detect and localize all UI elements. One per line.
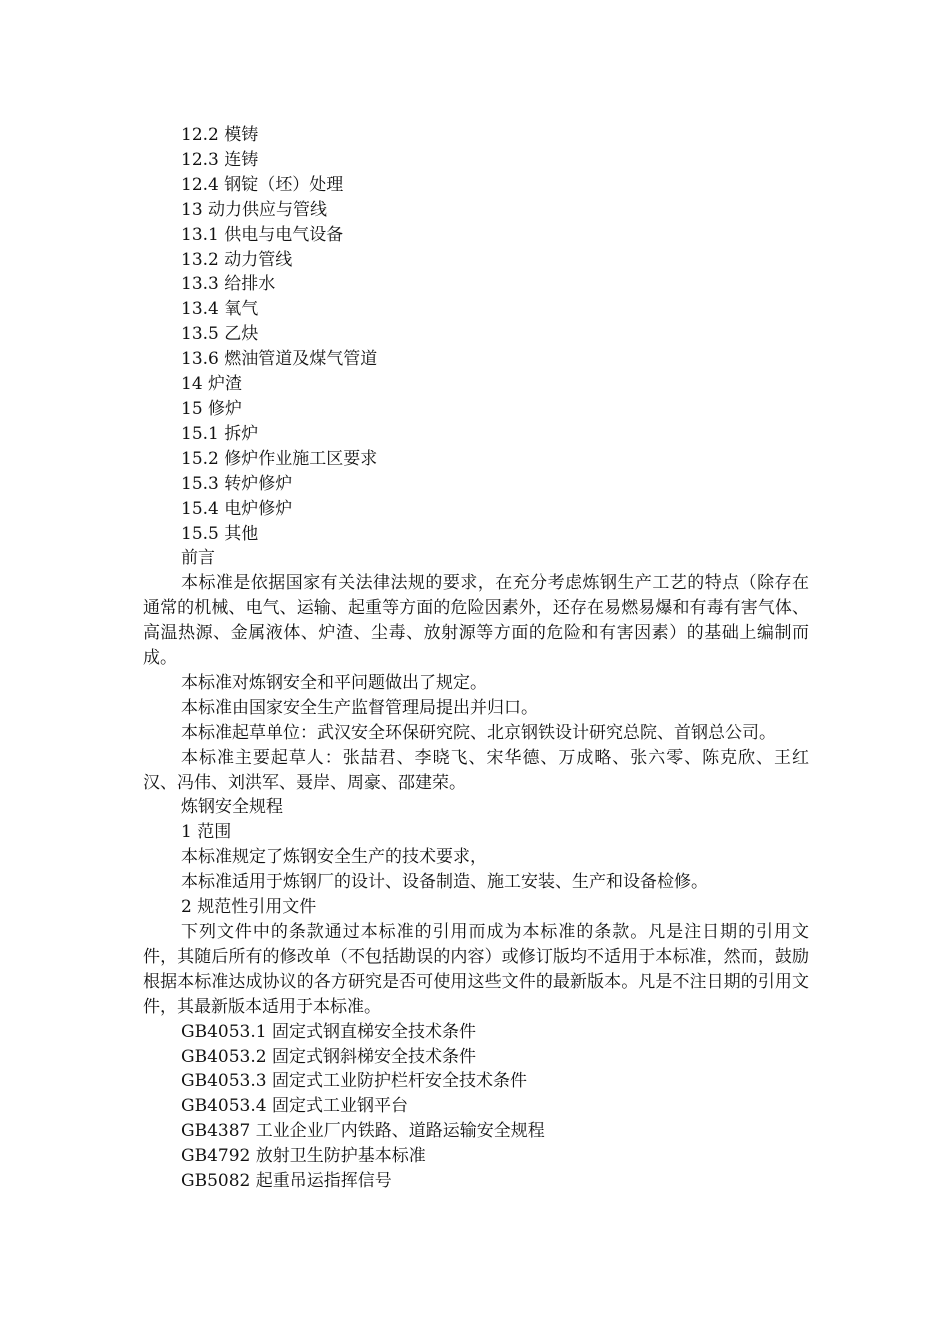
toc-item: 13.1 供电与电气设备	[181, 224, 344, 245]
toc-item: 12.2 模铸	[181, 125, 259, 145]
toc-item: 13.2 动力管线	[181, 249, 293, 270]
toc-item: 13.6 燃油管道及煤气管道	[181, 349, 378, 370]
reference-item: GB4053.4 固定式工业钢平台	[181, 1096, 408, 1117]
toc-item: 15.3 转炉修炉	[181, 473, 293, 494]
foreword-paragraph: 本标准对炼钢安全和平问题做出了规定。	[181, 672, 487, 693]
toc-item: 15.5 其他	[181, 523, 259, 544]
toc-item: 15.2 修炉作业施工区要求	[181, 448, 378, 469]
section-paragraph: 本标准规定了炼钢安全生产的技术要求，	[181, 847, 487, 868]
section-paragraph: 本标准适用于炼钢厂的设计、设备制造、施工安装、生产和设备检修。	[181, 872, 708, 893]
reference-item: GB5082 起重吊运指挥信号	[181, 1171, 392, 1192]
toc-item: 14 炉渣	[181, 374, 243, 395]
section-paragraph: 下列文件中的条款通过本标准的引用而成为本标准的条款。凡是注日期的引用文件，其随后所有的修改单（不包括勘误的内容）或修订版均不适用于本标准，然而，鼓励根据本标准达成协议的各方研究是否可使用这些文件的最新版本。凡是不注日期的引用文件，其最新版本适用于本标准。	[143, 922, 809, 1017]
toc-item: 13.4 氧气	[181, 299, 259, 320]
reference-item: GB4053.3 固定式工业防护栏杆安全技术条件	[181, 1071, 527, 1092]
foreword-paragraph: 本标准起草单位：武汉安全环保研究院、北京钢铁设计研究总院、首钢总公司。	[181, 722, 776, 743]
reference-item: GB4387 工业企业厂内铁路、道路运输安全规程	[181, 1121, 545, 1142]
reference-item: GB4792 放射卫生防护基本标准	[181, 1146, 426, 1167]
foreword-heading: 前言	[181, 548, 215, 569]
foreword-paragraph: 本标准由国家安全生产监督管理局提出并归口。	[181, 697, 538, 718]
toc-item: 15 修炉	[181, 398, 243, 419]
toc-item: 12.4 钢锭（坯）处理	[181, 174, 344, 195]
toc-item: 12.3 连铸	[181, 149, 259, 170]
toc-item: 13 动力供应与管线	[181, 199, 328, 220]
toc-item: 13.3 给排水	[181, 274, 276, 295]
section-heading: 1 范围	[181, 822, 232, 843]
toc-item: 15.4 电炉修炉	[181, 498, 293, 519]
reference-item: GB4053.1 固定式钢直梯安全技术条件	[181, 1021, 476, 1042]
document-page	[143, 123, 809, 1194]
toc-item: 13.5 乙炔	[181, 324, 259, 345]
standard-title: 炼钢安全规程	[181, 797, 283, 818]
reference-item: GB4053.2 固定式钢斜梯安全技术条件	[181, 1046, 476, 1067]
foreword-paragraph: 本标准主要起草人：张喆君、李晓飞、宋华德、万成略、张六零、陈克欣、王红汉、冯伟、刘洪军、聂岸、周豪、邵建荣。	[143, 747, 809, 793]
toc-item: 15.1 拆炉	[181, 423, 259, 444]
foreword-paragraph: 本标准是依据国家有关法律法规的要求，在充分考虑炼钢生产工艺的特点（除存在通常的机械、电气、运输、起重等方面的危险因素外，还存在易燃易爆和有毒有害气体、高温热源、金属液体、炉渣、尘毒、放射源等方面的危险和有害因素）的基础上编制而成。	[143, 573, 809, 669]
section-heading: 2 规范性引用文件	[181, 897, 317, 918]
